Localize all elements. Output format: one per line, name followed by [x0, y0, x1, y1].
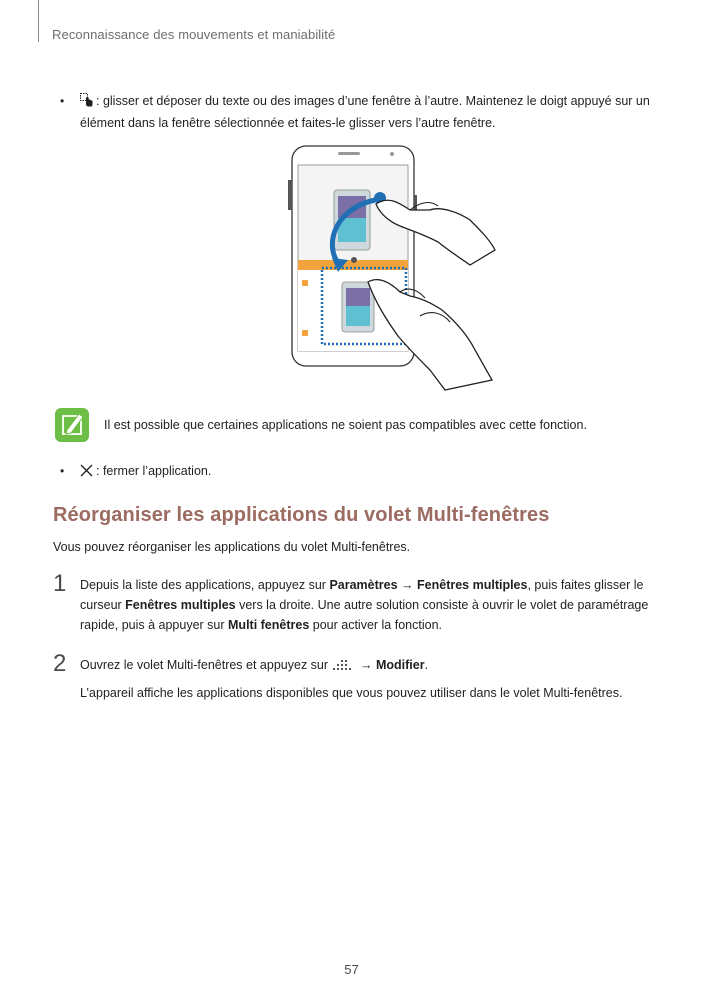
note-icon [55, 408, 89, 442]
bullet-dot: • [60, 464, 65, 478]
bullet-drag-text: : glisser et déposer du texte ou des images d’une fenêtre à l’autre. Maintenez le doigt appuyé sur un élément dans la fenêtre sélectionnée et faites-le glisser vers l’autre fenêtre. [80, 94, 650, 130]
note-text: Il est possible que certaines applications ne soient pas compatibles avec cette fonction. [104, 418, 587, 432]
step-2-text: Ouvrez le volet Multi-fenêtres et appuyez sur → Modifier. [80, 655, 650, 677]
step-number: 2 [53, 650, 67, 677]
section-intro: Vous pouvez réorganiser les applications du volet Multi-fenêtres. [53, 540, 411, 554]
grid-dots-icon [332, 657, 354, 677]
header-rule [38, 0, 39, 42]
drag-content-icon [80, 93, 93, 114]
drag-drop-illustration [280, 140, 520, 395]
running-header: Reconnaissance des mouvements et maniabilité [52, 27, 336, 42]
close-icon [80, 464, 93, 484]
step-2-subtext: L’appareil affiche les applications disponibles que vous pouvez utiliser dans le volet Multi-fenêtres. [80, 686, 623, 700]
page-number: 57 [344, 962, 359, 977]
step-number: 1 [53, 570, 67, 597]
bullet-dot: • [60, 94, 65, 108]
section-title: Réorganiser les applications du volet Multi-fenêtres [53, 504, 550, 526]
step-1-text: Depuis la liste des applications, appuyez sur Paramètres → Fenêtres multiples, puis faites glisser le curseur Fenêtres multiples vers la droite. Une autre solution consiste à ouvrir le volet de paramétrage rapide, puis à appuyer sur Multi fenêtres pour activer la fonction. [80, 578, 649, 632]
bullet-close-text: : fermer l’application. [80, 462, 680, 484]
